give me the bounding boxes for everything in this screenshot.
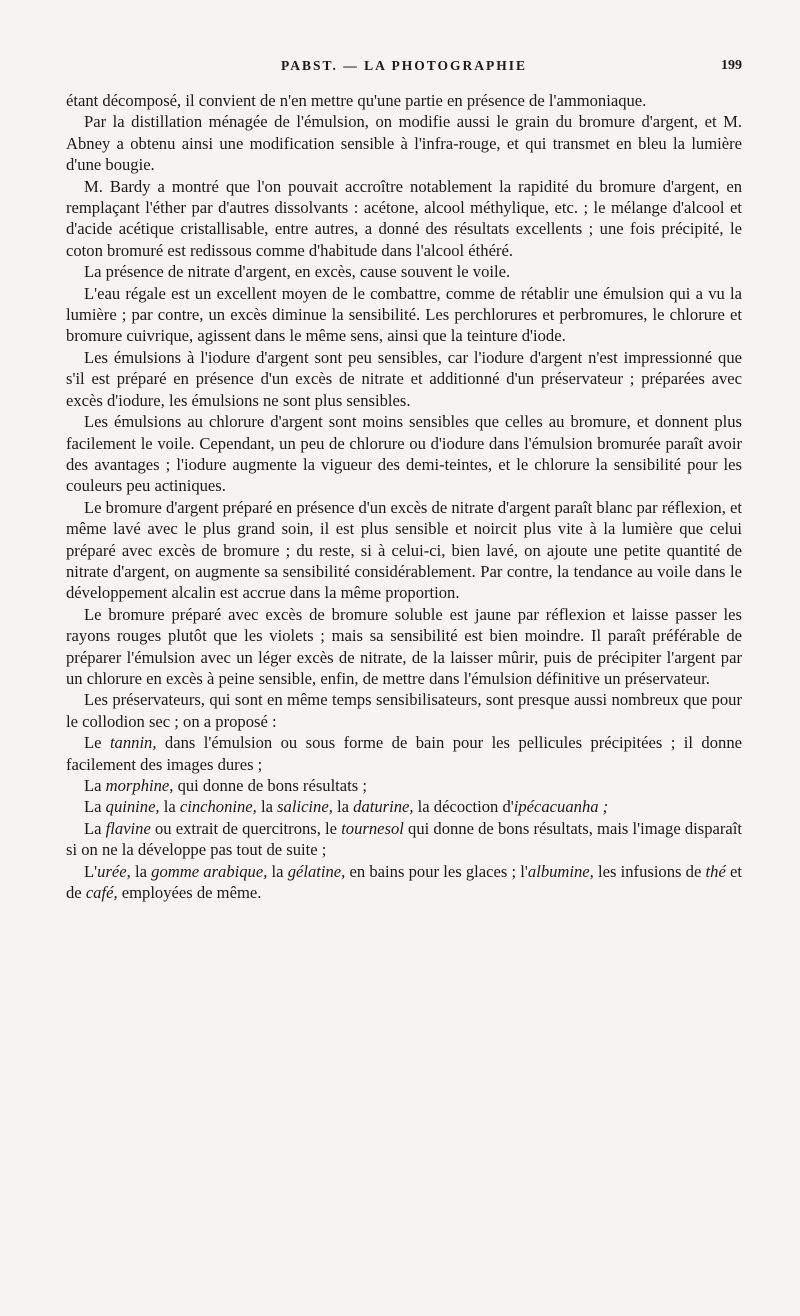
paragraph-bardy: M. Bardy a montré que l'on pouvait accroître notablement la rapidité du bromure d'argent, en remplaçant l'éther par d'autres dissolvants : acétone, alcool méthylique, etc. ; le mélange d'alcool et d'acide acétique cristallisable, entre autres, a donné des résultats excellents ; une fois précipité, le coton bromuré est redissous comme d'habitude dans l'alcool éthéré. — [66, 176, 742, 260]
list-item-quinine: La quinine, la cinchonine, la salicine, la daturine, la décoction d'ipécacuanha ; — [84, 797, 609, 817]
list-item-tannin: Le tannin, dans l'émulsion ou sous forme de bain pour les pellicules précipitées ; il donne facilement des images dures ; — [66, 733, 742, 774]
list-item-flavine: La flavine ou extrait de quercitrons, le tournesol qui donne de bons résultats, mais l'image disparaît si on ne la développe pas tout de suite ; — [66, 818, 742, 860]
running-title: PABST. — LA PHOTOGRAPHIE — [280, 58, 528, 73]
body-text — [66, 90, 742, 903]
paragraph-continuation: étant décomposé, il convient de n'en mettre qu'une partie en présence de l'ammoniaque. — [66, 91, 647, 110]
paragraph-iodure: Les émulsions à l'iodure d'argent sont peu sensibles, car l'iodure d'argent n'est impressionné que s'il est préparé en présence d'un excès de nitrate et additionné d'un préservateur ; préparées avec excès d'iodure, les émulsions ne sont plus sensibles. — [66, 347, 742, 410]
paragraph-distillation: Par la distillation ménagée de l'émulsion, on modifie aussi le grain du bromure d'argent, et M. Abney a obtenu ainsi une modification sensible à l'infra-rouge, et qui transmet en bleu la lumière d'une bougie. — [66, 112, 742, 175]
paragraph-bromure-nitrate: Le bromure d'argent préparé en présence d'un excès de nitrate d'argent paraît blanc par réflexion, et même lavé avec le plus grand soin, il est plus sensible et noircit plus vite à la lumière que celui préparé avec excès de bromure ; du reste, si à celui-ci, bien lavé, on ajoute une petite quantité de nitrate d'argent, on augmente sa sensibilité considérablement. Par contre, la tendance au voile dans le développement alcalin est accrue dans la même proportion. — [66, 497, 742, 603]
paragraph-eau-regale: L'eau régale est un excellent moyen de le combattre, comme de rétablir une émulsion qui a vu la lumière ; par contre, un excès diminue la sensibilité. Les perchlorures et perbromures, le chlorure et bromure cuivrique, agissent dans le même sens, ainsi que la teinture d'iode. — [66, 283, 742, 346]
paragraph-bromure-soluble: Le bromure préparé avec excès de bromure soluble est jaune par réflexion et laisse passer les rayons rouges plutôt que les violets ; mais sa sensibilité est bien moindre. Il paraît préférable de préparer l'émulsion avec un léger excès de nitrate, de la laisser mûrir, puis de précipiter l'argent par un chlorure en excès à peine sensible, enfin, de mettre dans l'émulsion définitive un préservateur. — [66, 604, 742, 688]
paragraph-preservateurs: Les préservateurs, qui sont en même temps sensibilisateurs, sont presque aussi nombreux que pour le collodion sec ; on a proposé : — [66, 690, 742, 731]
list-item-morphine: La morphine, qui donne de bons résultats ; — [84, 776, 367, 795]
running-head — [66, 58, 742, 82]
page-number: 199 — [721, 58, 742, 73]
paragraph-nitrate-voile: La présence de nitrate d'argent, en excès, cause souvent le voile. — [84, 262, 511, 282]
paragraph-chlorure: Les émulsions au chlorure d'argent sont moins sensibles que celles au bromure, et donnent plus facilement le voile. Cependant, un peu de chlorure ou d'iodure dans l'émulsion bromurée paraît avoir des avantages ; l'iodure augmente la vigueur des demi-teintes, et le chlorure la sensibilité pour les couleurs peu actiniques. — [66, 412, 742, 496]
list-item-uree: L'urée, la gomme arabique, la gélatine, en bains pour les glaces ; l'albumine, les infusions de thé et de café, employées de même. — [66, 861, 742, 903]
